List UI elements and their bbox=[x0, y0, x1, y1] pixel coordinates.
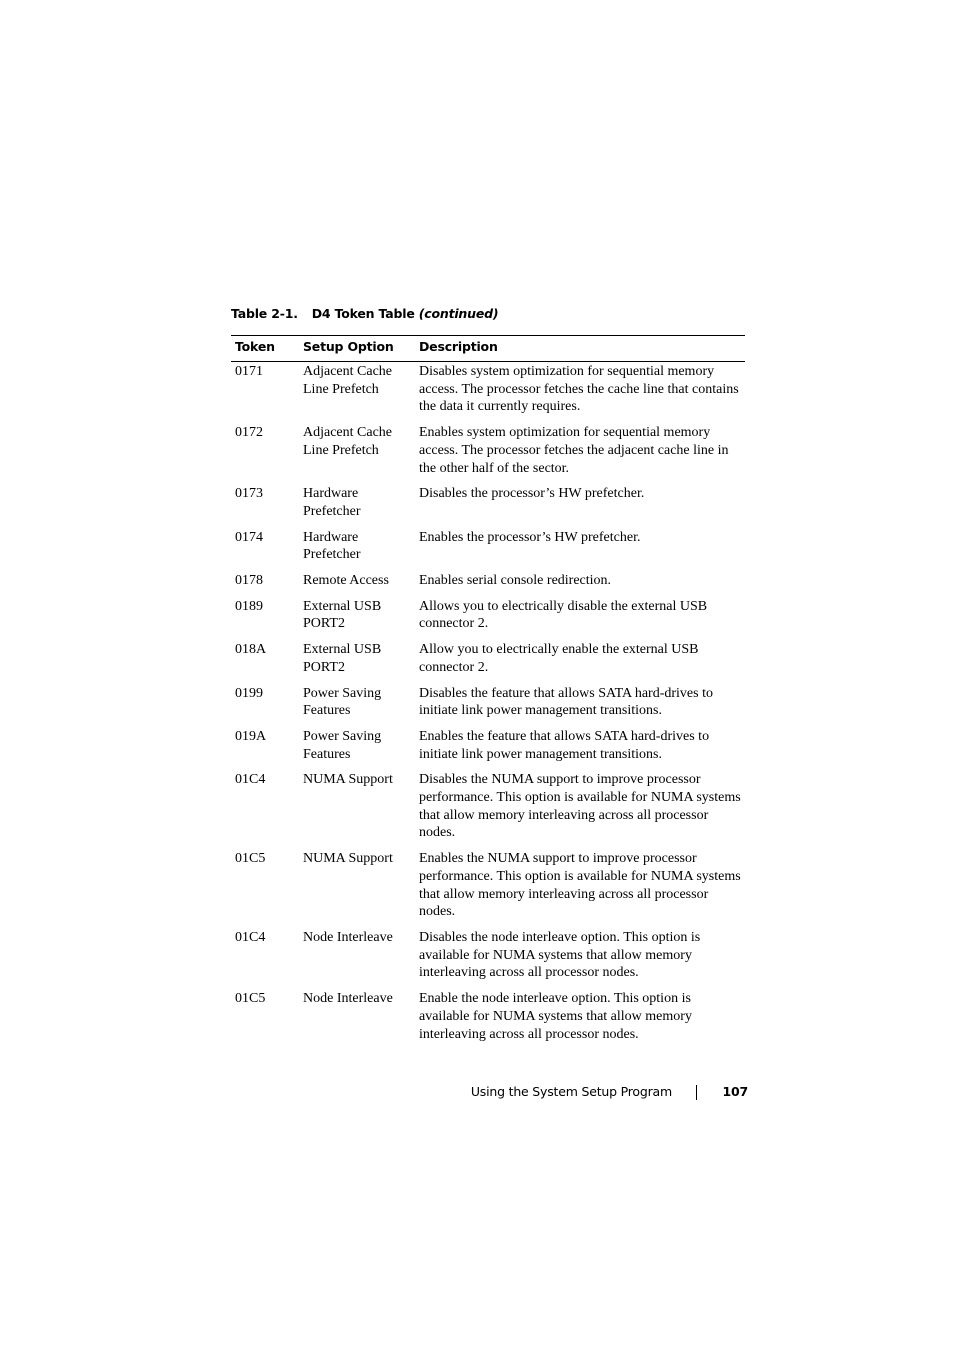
table-row bbox=[231, 989, 745, 1050]
table-row bbox=[231, 640, 745, 683]
description-cell: Disables the node interleave option. This option is available for NUMA systems that allow memory interleaving across all processor nodes. bbox=[419, 929, 701, 981]
description-cell: Disables system optimization for sequential memory access. The processor fetches the cache line that contains the data it currently requires. bbox=[419, 364, 739, 415]
token-cell: 01C5 bbox=[235, 851, 266, 867]
table-row bbox=[231, 571, 745, 597]
setup-option-cell: Hardware Prefetcher bbox=[303, 486, 361, 519]
token-cell: 0199 bbox=[235, 685, 263, 701]
description-cell: Enables the NUMA support to improve processor performance. This option is available for NUMA systems that allow memory interleaving across all processor nodes. bbox=[419, 851, 741, 920]
token-cell: 0172 bbox=[235, 425, 263, 441]
description-cell: Enables the processor’s HW prefetcher. bbox=[419, 529, 641, 545]
page-number: 107 bbox=[722, 1084, 748, 1099]
description-cell: Enables system optimization for sequential memory access. The processor fetches the adjacent cache line in the other half of the sector. bbox=[419, 425, 729, 476]
setup-option-cell: Node Interleave bbox=[303, 929, 393, 945]
setup-option-cell: Node Interleave bbox=[303, 991, 393, 1007]
setup-option-cell: External USB PORT2 bbox=[303, 598, 382, 632]
token-cell: 0189 bbox=[235, 598, 263, 614]
table-caption bbox=[231, 306, 498, 321]
table-row bbox=[231, 597, 745, 640]
description-cell: Allows you to electrically disable the external USB connector 2. bbox=[419, 598, 708, 632]
table-body bbox=[231, 362, 745, 1051]
header-description: Description bbox=[415, 336, 745, 362]
setup-option-cell: Adjacent Cache Line Prefetch bbox=[303, 425, 393, 458]
token-cell: 0178 bbox=[235, 573, 263, 589]
token-cell: 01C4 bbox=[235, 929, 266, 945]
setup-option-cell: NUMA Support bbox=[303, 851, 393, 867]
footer-separator bbox=[696, 1085, 697, 1100]
table-row bbox=[231, 362, 745, 424]
setup-option-cell: Power Saving Features bbox=[303, 685, 382, 719]
token-cell: 018A bbox=[235, 642, 267, 658]
token-cell: 01C4 bbox=[235, 772, 266, 788]
description-cell: Allow you to electrically enable the external USB connector 2. bbox=[419, 642, 699, 675]
setup-option-cell: External USB PORT2 bbox=[303, 642, 382, 675]
table-row bbox=[231, 423, 745, 484]
table-row bbox=[231, 928, 745, 989]
description-cell: Enables serial console redirection. bbox=[419, 573, 612, 589]
token-cell: 0173 bbox=[235, 486, 263, 502]
setup-option-cell: NUMA Support bbox=[303, 772, 393, 788]
table-row bbox=[231, 684, 745, 727]
table-row bbox=[231, 484, 745, 527]
token-cell: 01C5 bbox=[235, 991, 266, 1007]
setup-option-cell: Power Saving Features bbox=[303, 728, 382, 762]
token-cell: 0171 bbox=[235, 364, 263, 379]
d4-token-table bbox=[231, 335, 745, 1050]
footer-title: Using the System Setup Program bbox=[470, 1084, 672, 1099]
table-header-row bbox=[231, 336, 745, 362]
caption-continued: (continued) bbox=[418, 306, 499, 321]
header-setup-option: Setup Option bbox=[299, 336, 415, 362]
description-cell: Enable the node interleave option. This option is available for NUMA systems that allow memory interleaving across all processor nodes. bbox=[419, 991, 692, 1042]
table-row bbox=[231, 727, 745, 770]
table-row bbox=[231, 528, 745, 571]
table-row bbox=[231, 849, 745, 928]
caption-title: D4 Token Table bbox=[311, 306, 415, 321]
token-cell: 0174 bbox=[235, 529, 263, 545]
table-row bbox=[231, 770, 745, 849]
setup-option-cell: Hardware Prefetcher bbox=[303, 529, 361, 563]
description-cell: Disables the processor’s HW prefetcher. bbox=[419, 486, 645, 502]
description-cell: Enables the feature that allows SATA hard-drives to initiate link power management transitions. bbox=[419, 728, 710, 762]
description-cell: Disables the feature that allows SATA hard-drives to initiate link power management transitions. bbox=[419, 685, 713, 719]
header-token: Token bbox=[231, 336, 299, 362]
setup-option-cell: Adjacent Cache Line Prefetch bbox=[303, 364, 393, 397]
token-cell: 019A bbox=[235, 728, 267, 744]
description-cell: Disables the NUMA support to improve processor performance. This option is available for NUMA systems that allow memory interleaving across all processor nodes. bbox=[419, 772, 741, 841]
caption-label: Table 2-1. bbox=[231, 306, 298, 321]
setup-option-cell: Remote Access bbox=[303, 573, 389, 589]
